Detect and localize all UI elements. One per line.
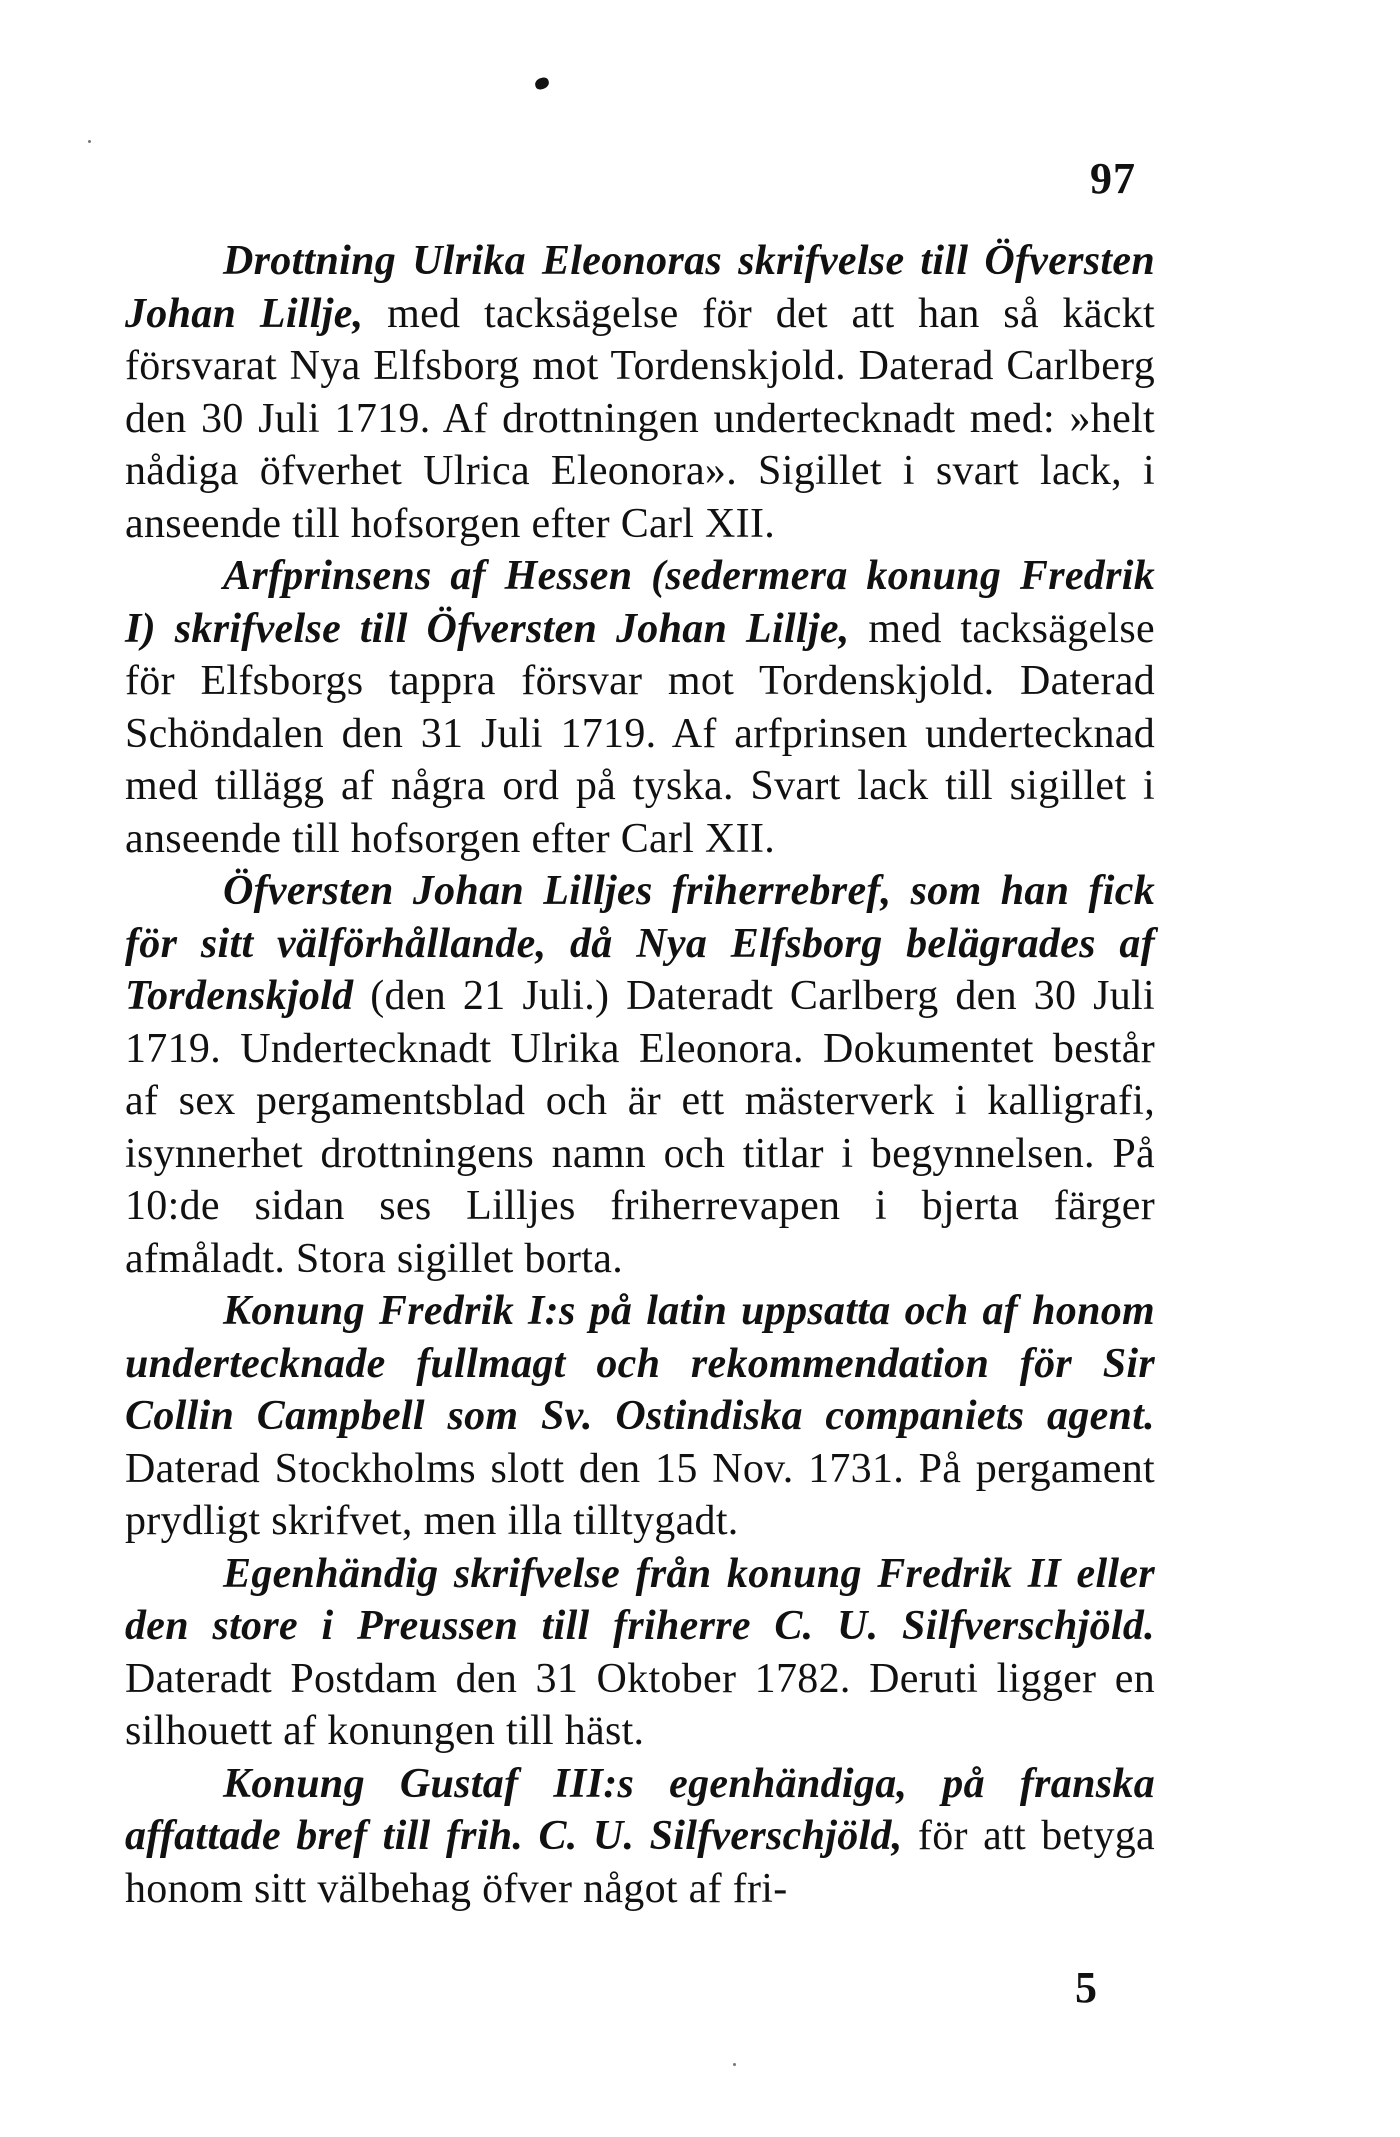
catalogue-entry xyxy=(125,1548,1155,1758)
paper-speck xyxy=(88,140,91,143)
entry-description: med tacksägelse för Elfsborgs tappra försvar mot Tordenskjold. Daterad Schöndalen den 31 Juli 1719. Af arfprinsen undertecknad med tillägg af några ord på tyska. Svart lack till sigillet i anseende till hofsorgen efter Carl XII. xyxy=(125,605,1155,862)
catalogue-entry xyxy=(125,1285,1155,1548)
ink-blot xyxy=(534,76,551,91)
catalogue-entry xyxy=(125,235,1155,550)
entry-description: Daterad Stockholms slott den 15 Nov. 1731. På pergament prydligt skrifvet, men illa tilltygadt. xyxy=(125,1445,1155,1544)
entry-title: Drottning Ulrika Eleonoras skrifvelse till Öfversten Johan Lillje, xyxy=(125,238,1155,337)
entry-title: Öfversten Johan Lilljes friherrebref, som han fick för sitt välförhållande, då Nya Elfsborg belägrades af Tordenskjold xyxy=(125,868,1155,1019)
page-number: 97 xyxy=(1090,154,1136,203)
entry-description: för att betyga honom sitt välbehag öfver något af fri- xyxy=(125,1813,1155,1912)
signature-mark: 5 xyxy=(1075,1963,1097,2012)
entry-title: Konung Gustaf III:s egenhändiga, på franska affattade bref till frih. C. U. Silfverschjöld, xyxy=(125,1760,1155,1859)
entry-description: med tacksägelse för det att han så käckt försvarat Nya Elfsborg mot Tordenskjold. Daterad Carlberg den 30 Juli 1719. Af drottningen undertecknadt med: »helt nådiga öfverhet Ulrica Eleonora». Sigillet i svart lack, i anseende till hofsorgen efter Carl XII. xyxy=(125,290,1155,547)
entry-description: Dateradt Postdam den 31 Oktober 1782. Deruti ligger en silhouett af konungen till häst. xyxy=(125,1655,1155,1754)
entry-title: Konung Fredrik I:s på latin uppsatta och af honom undertecknade fullmagt och rekommendation för Sir Collin Campbell som Sv. Ostindiska companiets agent. xyxy=(125,1288,1155,1439)
catalogue-entry xyxy=(125,1758,1155,1916)
catalogue-text xyxy=(125,235,1155,1915)
entry-title: Arfprinsens af Hessen (sedermera konung Fredrik I) skrifvelse till Öfversten Johan Lillje, xyxy=(125,553,1155,652)
entry-title: Egenhändig skrifvelse från konung Fredrik II eller den store i Preussen till friherre C. U. Silfverschjöld. xyxy=(125,1550,1155,1649)
entry-description: (den 21 Juli.) Dateradt Carlberg den 30 Juli 1719. Undertecknadt Ulrika Eleonora. Dokumentet består af sex pergamentsblad och är ett mästerverk i kalligrafi, isynnerhet drottningens namn och titlar i begynnelsen. På 10:de sidan ses Lilljes friherrevapen i bjerta färger afmåladt. Stora sigillet borta. xyxy=(125,973,1155,1282)
catalogue-entry xyxy=(125,550,1155,865)
paper-speck xyxy=(733,2063,736,2066)
catalogue-entry xyxy=(125,865,1155,1285)
